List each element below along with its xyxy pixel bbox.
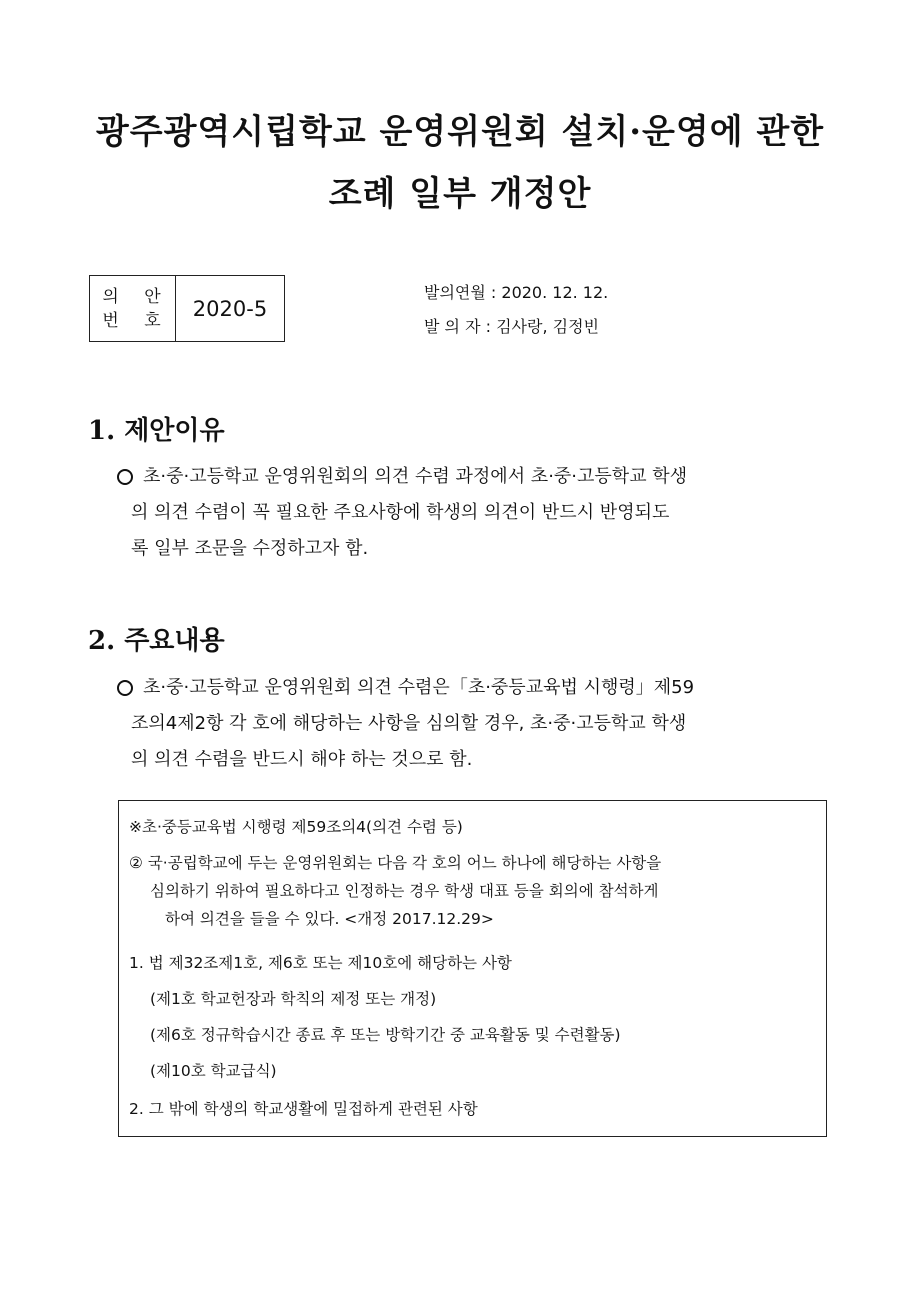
bill-number-value: 2020-5 bbox=[192, 296, 268, 321]
bill-label-line2: 번 호 bbox=[102, 310, 171, 331]
proposal-date: 발의연월 : 2020. 12. 12. bbox=[424, 283, 609, 302]
content-line: 초·중·고등학교 운영위원회 의견 수렴은「초·중등교육법 시행령」제59 bbox=[143, 677, 695, 698]
document-title-line1: 광주광역시립학교 운영위원회 설치·운영에 관한 bbox=[95, 112, 825, 152]
document-title-line2: 조례 일부 개정안 bbox=[328, 174, 592, 214]
circle-bullet-icon bbox=[117, 469, 133, 485]
reference-title: ※초·중등교육법 시행령 제59조의4(의견 수렴 등) bbox=[129, 818, 463, 836]
reason-line: 의 의견 수렴이 꼭 필요한 주요사항에 학생의 의견이 반드시 반영되도 bbox=[131, 502, 670, 523]
content-line: 의 의견 수렴을 반드시 해야 하는 것으로 함. bbox=[131, 749, 473, 770]
bill-number-box bbox=[89, 275, 285, 342]
reference-subitem: (제10호 학교급식) bbox=[150, 1062, 277, 1080]
reference-line: ② 국·공립학교에 두는 운영위원회는 다음 각 호의 어느 하나에 해당하는 사항을 bbox=[129, 854, 662, 872]
reference-subitem: (제6호 정규학습시간 종료 후 또는 방학기간 중 교육활동 및 수련활동) bbox=[150, 1026, 621, 1044]
reference-line: 하여 의견을 들을 수 있다. <개정 2017.12.29> bbox=[165, 910, 494, 928]
section-heading-content: 2. 주요내용 bbox=[88, 626, 225, 656]
content-line: 조의4제2항 각 호에 해당하는 사항을 심의할 경우, 초·중·고등학교 학생 bbox=[131, 713, 687, 734]
reason-bullet bbox=[117, 459, 829, 567]
reason-line: 록 일부 조문을 수정하고자 함. bbox=[131, 538, 369, 559]
reference-line: 심의하기 위하여 필요하다고 인정하는 경우 학생 대표 등을 회의에 참석하게 bbox=[150, 882, 659, 900]
proposers: 발 의 자 : 김사랑, 김정빈 bbox=[424, 317, 600, 336]
reference-item: 2. 그 밖에 학생의 학교생활에 밀접하게 관련된 사항 bbox=[129, 1100, 478, 1118]
reference-subitem: (제1호 학교헌장과 학칙의 제정 또는 개정) bbox=[150, 990, 437, 1008]
reference-box bbox=[118, 800, 827, 1137]
bill-number-label bbox=[90, 276, 176, 341]
circle-bullet-icon bbox=[117, 680, 133, 696]
reference-item: 1. 법 제32조제1호, 제6호 또는 제10호에 해당하는 사항 bbox=[129, 954, 512, 972]
reason-line: 초·중·고등학교 운영위원회의 의견 수렴 과정에서 초·중·고등학교 학생 bbox=[143, 466, 688, 487]
bill-label-line1: 의 안 bbox=[102, 286, 171, 307]
section-heading-reason: 1. 제안이유 bbox=[88, 416, 225, 446]
content-bullet bbox=[117, 670, 829, 778]
